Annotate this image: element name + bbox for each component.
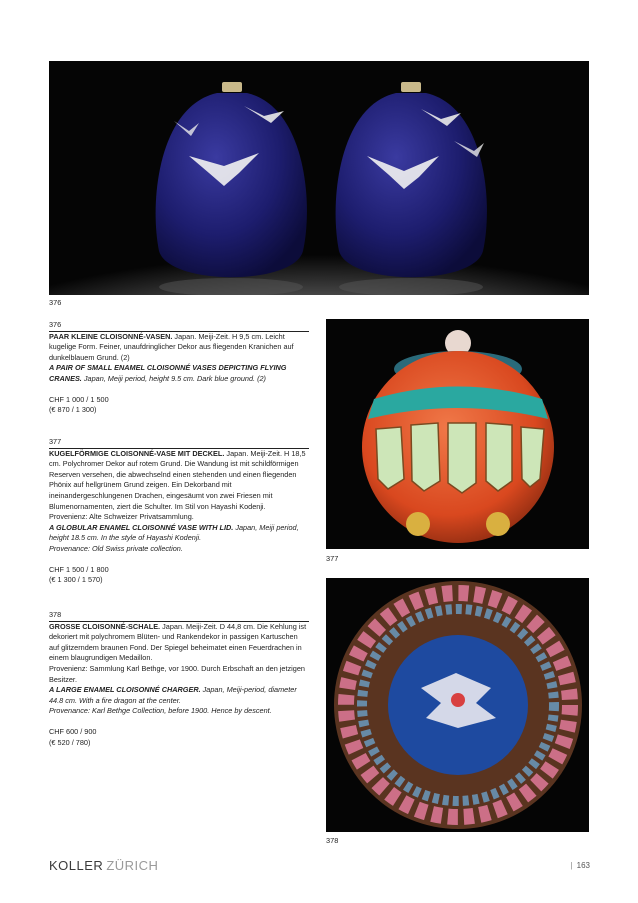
brand-main: KOLLER bbox=[49, 858, 104, 873]
page-number-value: 163 bbox=[576, 861, 590, 870]
text-de: Japan. Meiji-Zeit. H 18,5 cm. Polychromer Dekor auf rotem Grund. Die Wandung ist mit schildförmigen Reserven versehen, die abwechselnd einen stehenden und einen fliegenden Phönix auf hellgrünem Grund zeigen. Ein Dekorband mit ineinandergeschlungenen Drachen, eingesäumt von zwei Friesen mit Blumenornamenten, ziert die Schulter. Im Stil von Hayashi Kodenji. bbox=[49, 448, 306, 511]
price-chf: CHF 1 500 / 1 800 bbox=[49, 564, 109, 574]
estimate bbox=[49, 727, 309, 748]
lot-number: 378 bbox=[49, 610, 309, 622]
figure-label-378: 378 bbox=[326, 836, 339, 845]
lot-number: 376 bbox=[49, 320, 309, 332]
description-de bbox=[49, 622, 309, 664]
text-en: Japan, Meiji-period, diameter 44.8 cm. With a fire dragon at the center. bbox=[49, 685, 297, 705]
price-eur: (€ 1 300 / 1 570) bbox=[49, 575, 103, 585]
lot-376 bbox=[49, 320, 309, 416]
title-en: A GLOBULAR ENAMEL CLOISONNÉ VASE WITH LID. bbox=[49, 522, 234, 532]
title-en: A PAIR OF SMALL ENAMEL CLOISONNÉ VASES DEPICTING FLYING CRANES. bbox=[49, 363, 287, 383]
provenance-de: Provenienz: Alte Schweizer Privatsammlung. bbox=[49, 512, 194, 522]
description-de bbox=[49, 449, 309, 513]
text-en: Japan, Meiji period, height 9.5 cm. Dark blue ground. (2) bbox=[81, 373, 266, 383]
title-en: A LARGE ENAMEL CLOISONNÉ CHARGER. bbox=[49, 685, 201, 695]
description-de bbox=[49, 332, 309, 364]
price-eur: (€ 520 / 780) bbox=[49, 737, 91, 747]
title-de: KUGELFÖRMIGE CLOISONNÉ-VASE MIT DECKEL. bbox=[49, 448, 225, 458]
brand-logo bbox=[49, 858, 158, 873]
brand-sub: ZÜRICH bbox=[106, 858, 159, 873]
text-de: Japan. Meiji-Zeit. H 9,5 cm. Leicht kugelige Form. Feiner, unaufdringlicher Dekor aus fliegenden Kranichen auf dunkelblauem Grund. (2) bbox=[49, 331, 294, 362]
price-chf: CHF 1 000 / 1 500 bbox=[49, 394, 109, 404]
lot-number: 377 bbox=[49, 437, 309, 449]
provenance-en: Provenance: Karl Bethge Collection, before 1900. Hence by descent. bbox=[49, 706, 272, 716]
estimate bbox=[49, 395, 309, 416]
page-number bbox=[571, 861, 590, 870]
page-separator: | bbox=[570, 861, 573, 870]
figure-label-376: 376 bbox=[49, 298, 62, 307]
globular-vase-photo bbox=[326, 319, 589, 549]
lot-378 bbox=[49, 610, 309, 748]
provenance-en: Provenance: Old Swiss private collection. bbox=[49, 543, 183, 553]
figure-label-377: 377 bbox=[326, 554, 339, 563]
vases-photo bbox=[49, 61, 589, 295]
title-de: GROSSE CLOISONNÉ-SCHALE. bbox=[49, 621, 161, 631]
text-en: Japan, Meiji period, height 18.5 cm. In the style of Hayashi Kodenji. bbox=[49, 522, 299, 543]
price-eur: (€ 870 / 1 300) bbox=[49, 405, 97, 415]
charger-photo bbox=[326, 578, 589, 832]
description-en bbox=[49, 685, 309, 706]
lot-377 bbox=[49, 437, 309, 586]
price-chf: CHF 600 / 900 bbox=[49, 726, 97, 736]
description-en bbox=[49, 363, 309, 384]
estimate bbox=[49, 565, 309, 586]
title-de: PAAR KLEINE CLOISONNÉ-VASEN. bbox=[49, 331, 173, 341]
provenance-de: Provenienz: Sammlung Karl Bethge, vor 1900. Durch Erbschaft an den jetzigen Besitzer. bbox=[49, 663, 305, 684]
text-de: Japan. Meiji-Zeit. D 44,8 cm. Die Kehlung ist dekoriert mit polychromem Blüten- und Rankendekor in passigen Kartuschen auf glitzerndem braunen Fond. Der Spiegel beheimatet einen Feuerdrachen in einem blaugrundigen Medaillon. bbox=[49, 621, 307, 663]
description-en bbox=[49, 523, 309, 544]
